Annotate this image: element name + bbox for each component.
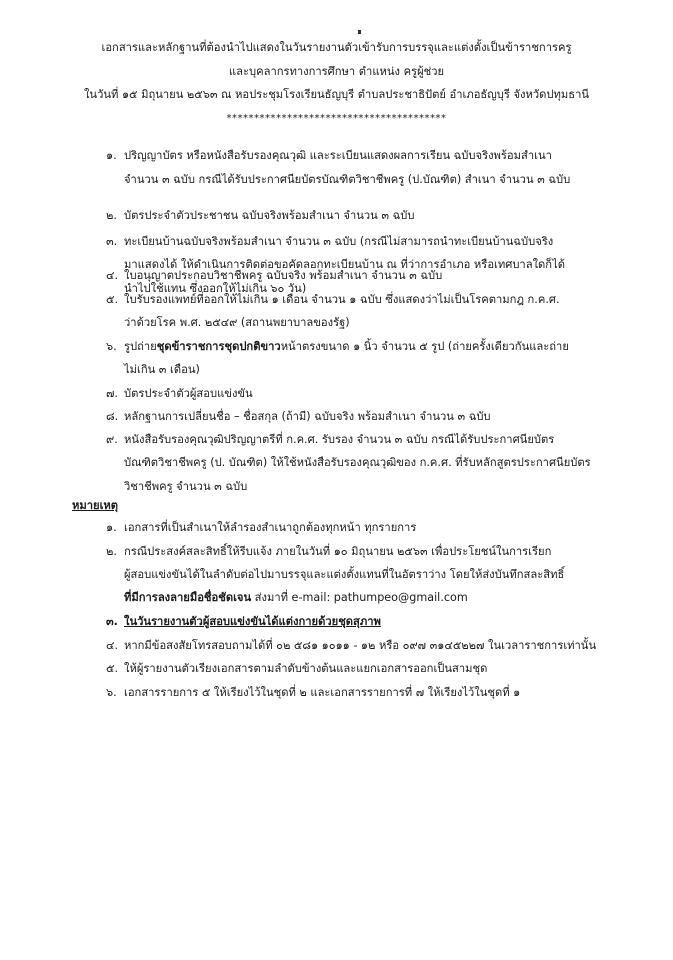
item-text: ไม่เกิน ๓ เดือน) <box>124 363 200 376</box>
star-divider: **************************************** <box>226 113 447 124</box>
item-text: ใบอนุญาตประกอบวิชาชีพครู ฉบับจริง พร้อมสำเนา จำนวน ๓ ฉบับ <box>124 269 443 282</box>
remark-number: ๕. <box>106 662 119 675</box>
remark-number: ๑. <box>106 521 117 534</box>
doc-title-line-3: ในวันที่ ๑๕ มิถุนายน ๒๕๖๓ ณ หอประชุมโรงเรียนธัญบุรี ตำบลประชาธิปัตย์ อำเภอธัญบุรี จังหวัดปทุมธานี <box>83 88 590 101</box>
remark-number: ๓. <box>106 615 118 628</box>
item-number: ๗. <box>106 387 118 400</box>
item-text: จำนวน ๓ ฉบับ กรณีได้รับประกาศนียบัตรบัณฑิตวิชาชีพครู (ป.บัณฑิต) สำเนา จำนวน ๓ ฉบับ <box>124 173 571 186</box>
remarks-heading: หมายเหตุ <box>72 499 119 512</box>
item-text: มาแสดงได้ ให้ดำเนินการติดต่อขอคัดลอกทะเบียนบ้าน ณ ที่ว่าการอำเภอ หรือเทศบาลใดก็ได้ <box>124 258 565 271</box>
remark-number: ๖. <box>106 686 117 699</box>
remark-text: ผู้สอบแข่งขันได้ในลำดับต่อไปมาบรรจุและแต่งตั้งแทนที่ในอัตราว่าง โดยให้ส่งบันทึกสละสิทธิ์ <box>124 568 565 581</box>
item-text <box>124 341 569 352</box>
item-text: ใบรับรองแพทย์ที่ออกให้ไม่เกิน ๑ เดือน จำนวน ๑ ฉบับ ซึ่งแสดงว่าไม่เป็นโรคตามกฎ ก.ค.ศ. <box>124 293 560 306</box>
item-text-bold: ชุดข้าราชการชุดปกติขาว <box>156 340 281 353</box>
item-number: ๘. <box>106 410 119 423</box>
remark-number: ๔. <box>106 639 119 652</box>
remark-text: ให้ผู้รายงานตัวเรียงเอกสารตามลำดับข้างต้นและแยกเอกสารออกเป็นสามชุด <box>124 662 488 675</box>
remark-text: ในวันรายงานตัวผู้สอบแข่งขันได้แต่งกายด้วยชุดสุภาพ <box>124 615 381 628</box>
item-text: นำไปใช้แทน ซึ่งออกให้ไม่เกิน ๖๐ วัน) <box>124 282 307 295</box>
page-mark <box>358 30 361 34</box>
item-number: ๖. <box>106 340 117 353</box>
remark-email: ส่งมาที่ e-mail: pathumpeo@gmail.com <box>251 591 468 604</box>
item-text: วิชาชีพครู จำนวน ๓ ฉบับ <box>124 480 248 493</box>
item-text-part: รูปถ่าย <box>124 340 157 353</box>
item-number: ๓. <box>106 235 118 248</box>
item-text-part: หน้าตรงขนาด ๑ นิ้ว จำนวน ๕ รูป (ถ่ายครั้งเดียวกันและถ่าย <box>280 340 569 353</box>
remark-text: กรณีประสงค์สละสิทธิ์ให้รีบแจ้ง ภายในวันที่ ๑๐ มิถุนายน ๒๕๖๓ เพื่อประโยชน์ในการเรียก <box>124 545 552 558</box>
remark-number: ๒. <box>106 545 117 558</box>
item-text: ทะเบียนบ้านฉบับจริงพร้อมสำเนา จำนวน ๓ ฉบับ (กรณีไม่สามารถนำทะเบียนบ้านฉบับจริง <box>124 235 554 248</box>
item-number: ๒. <box>106 209 117 222</box>
item-number: ๙. <box>106 433 118 446</box>
item-number: ๑. <box>106 149 117 162</box>
item-text: ปริญญาบัตร หรือหนังสือรับรองคุณวุฒิ และระเบียนแสดงผลการเรียน ฉบับจริงพร้อมสำเนา <box>124 149 552 162</box>
item-text: ว่าด้วยโรค พ.ศ. ๒๕๔๙ (สถานพยาบาลของรัฐ) <box>124 316 350 329</box>
doc-title-line-1: เอกสารและหลักฐานที่ต้องนำไปแสดงในวันรายงานตัวเข้ารับการบรรจุและแต่งตั้งเป็นข้าราชการครู <box>101 41 572 54</box>
item-text: หลักฐานการเปลี่ยนชื่อ – ชื่อสกุล (ถ้ามี) ฉบับจริง พร้อมสำเนา จำนวน ๓ ฉบับ <box>124 410 491 423</box>
item-text: บัตรประจำตัวผู้สอบแข่งขัน <box>124 387 253 400</box>
item-text: หนังสือรับรองคุณวุฒิปริญญาตรีที่ ก.ค.ศ. รับรอง จำนวน ๓ ฉบับ กรณีได้รับประกาศนียบัตร <box>124 433 555 446</box>
item-number: ๔. <box>106 269 119 282</box>
remark-text: เอกสารรายการ ๕ ให้เรียงไว้ในชุดที่ ๒ และเอกสารรายการที่ ๗ ให้เรียงไว้ในชุดที่ ๑ <box>124 686 521 699</box>
remark-text: เอกสารที่เป็นสำเนาให้ลำรองสำเนาถูกต้องทุกหน้า ทุกรายการ <box>124 521 417 534</box>
remark-text <box>124 592 468 603</box>
item-text: บัณฑิตวิชาชีพครู (ป. บัณฑิต) ให้ใช้หนังสือรับรองคุณวุฒิของ ก.ค.ศ. ที่รับหลักสูตรประกาศนียบัตร <box>124 456 591 469</box>
remark-text-bold: ที่มีการลงลายมือชื่อชัดเจน <box>124 591 252 604</box>
item-number: ๕. <box>106 293 119 306</box>
remark-text: หากมีข้อสงสัยโทรสอบถามได้ที่ ๐๒ ๕๘๑ ๑๐๑๑ - ๑๒ หรือ ๐๙๗ ๓๑๔๕๒๒๗ ในเวลาราชการเท่านั้น <box>124 639 597 652</box>
doc-title-line-2: และบุคลากรทางการศึกษา ตำแหน่ง ครูผู้ช่วย <box>228 65 445 78</box>
item-text: บัตรประจำตัวประชาชน ฉบับจริงพร้อมสำเนา จำนวน ๓ ฉบับ <box>124 209 415 222</box>
